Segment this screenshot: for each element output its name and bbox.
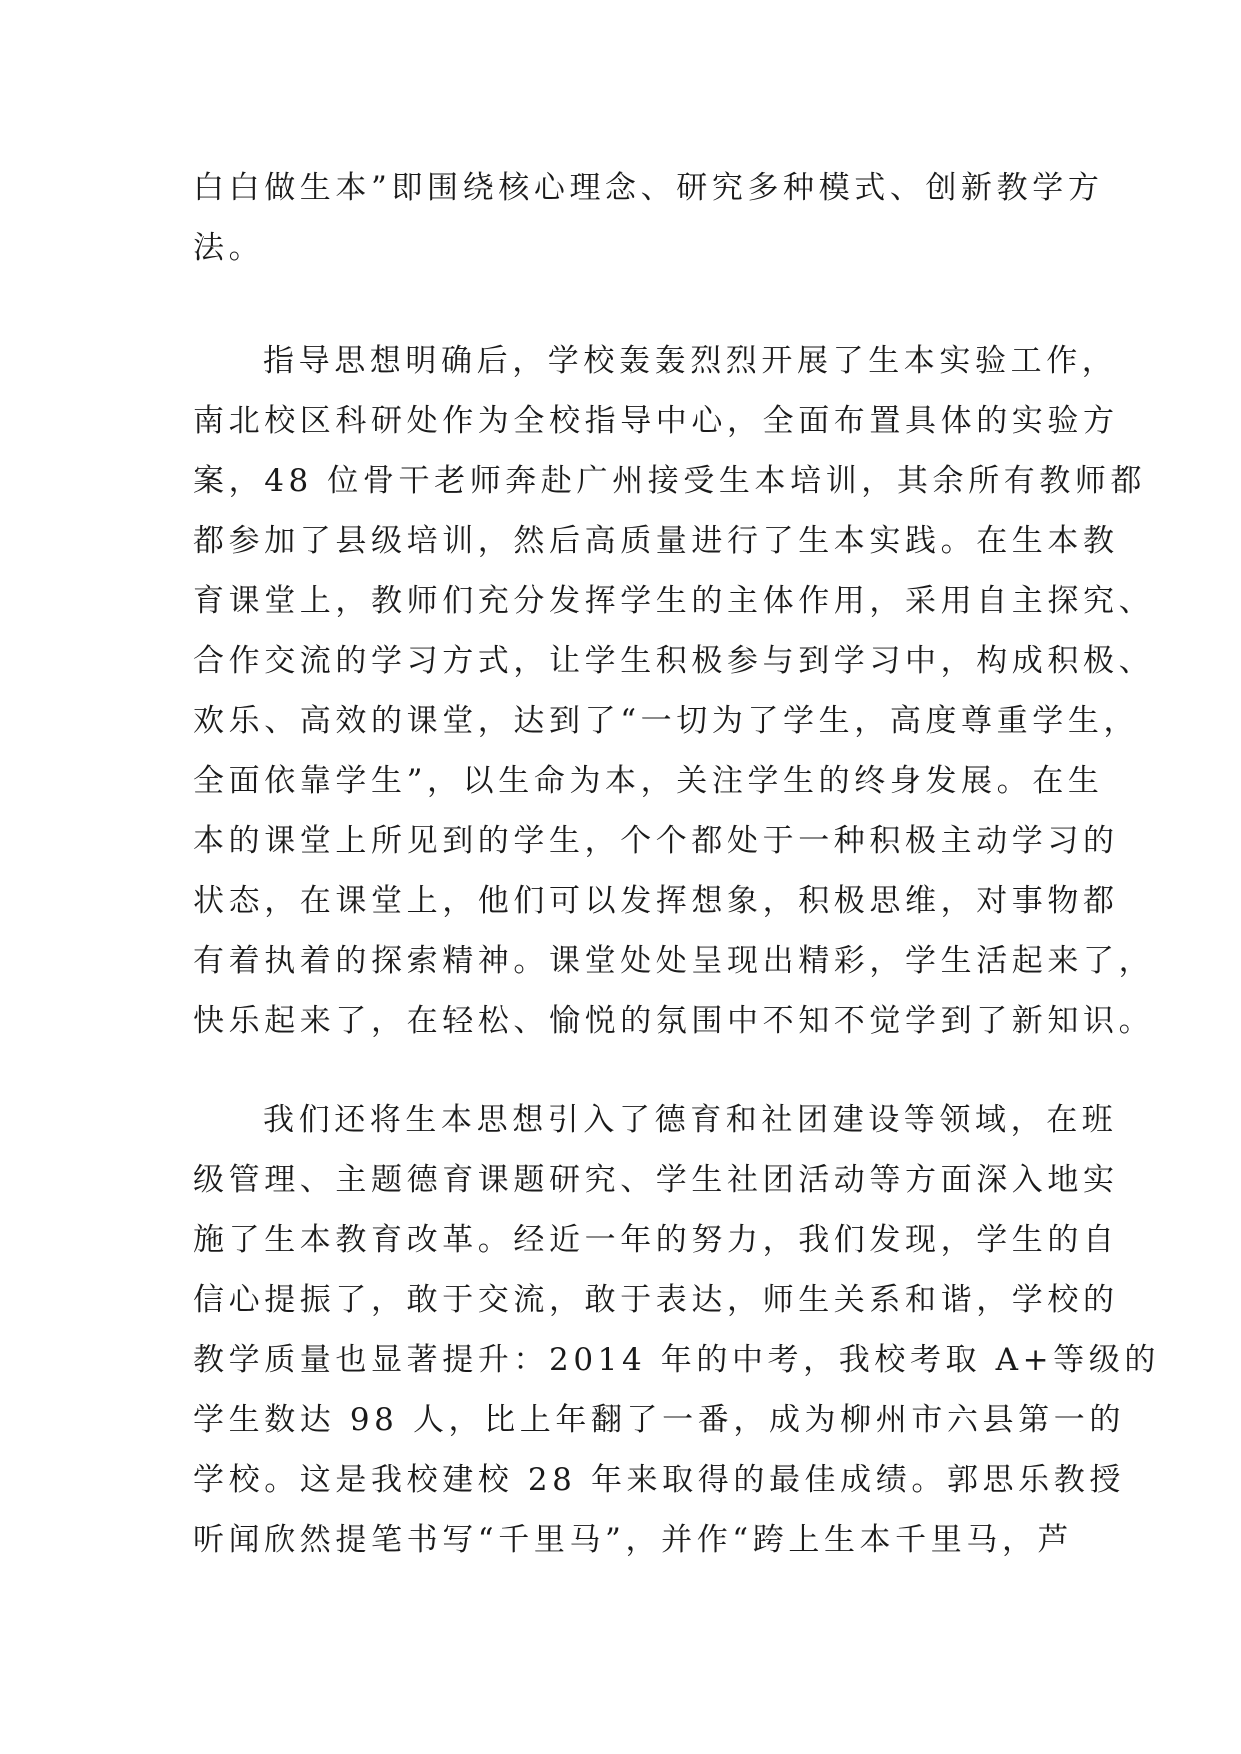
- paragraph-line: 状态，在课堂上，他们可以发挥想象，积极思维，对事物都: [193, 883, 1119, 919]
- paragraph-line: 学生数达 98 人，比上年翻了一番，成为柳州市六县第一的: [193, 1402, 1125, 1438]
- paragraph-2: [193, 331, 1155, 1051]
- paragraph-line: 南北校区科研处作为全校指导中心，全面布置具体的实验方: [193, 403, 1119, 439]
- paragraph-line: 法。: [193, 230, 265, 266]
- paragraph-line: 欢乐、高效的课堂，达到了“一切为了学生，高度尊重学生，: [193, 703, 1140, 739]
- paragraph-3: [193, 1090, 1160, 1570]
- paragraph-line: 育课堂上，教师们充分发挥学生的主体作用，采用自主探究、: [193, 583, 1155, 619]
- paragraph-line: 级管理、主题德育课题研究、学生社团活动等方面深入地实: [193, 1162, 1119, 1198]
- paragraph-line: 案，48 位骨干老师奔赴广州接受生本培训，其余所有教师都: [193, 463, 1147, 499]
- paragraph-line: 合作交流的学习方式，让学生积极参与到学习中，构成积极、: [193, 643, 1155, 679]
- paragraph-line: 我们还将生本思想引入了德育和社团建设等领域，在班: [263, 1102, 1118, 1138]
- paragraph-line: 信心提振了，敢于交流，敢于表达，师生关系和谐，学校的: [193, 1282, 1119, 1318]
- paragraph-line: 学校。这是我校建校 28 年来取得的最佳成绩。郭思乐教授: [193, 1462, 1125, 1498]
- paragraph-line: 指导思想明确后，学校轰轰烈烈开展了生本实验工作，: [263, 343, 1118, 379]
- paragraph-line: 有着执着的探索精神。课堂处处呈现出精彩，学生活起来了，: [193, 943, 1155, 979]
- paragraph-line: 全面依靠学生”，以生命为本，关注学生的终身发展。在生: [193, 763, 1104, 799]
- paragraph-line: 本的课堂上所见到的学生，个个都处于一种积极主动学习的: [193, 823, 1119, 859]
- paragraph-1: [193, 158, 1104, 278]
- paragraph-line: 白白做生本”即围绕核心理念、研究多种模式、创新教学方: [193, 170, 1104, 206]
- paragraph-line: 施了生本教育改革。经近一年的努力，我们发现，学生的自: [193, 1222, 1119, 1258]
- paragraph-line: 听闻欣然提笔书写“千里马”，并作“跨上生本千里马，芦: [193, 1522, 1074, 1558]
- paragraph-line: 都参加了县级培训，然后高质量进行了生本实践。在生本教: [193, 523, 1119, 559]
- paragraph-line: 教学质量也显著提升：2014 年的中考，我校考取 A+等级的: [193, 1342, 1160, 1378]
- paragraph-line: 快乐起来了，在轻松、愉悦的氛围中不知不觉学到了新知识。: [193, 1003, 1155, 1039]
